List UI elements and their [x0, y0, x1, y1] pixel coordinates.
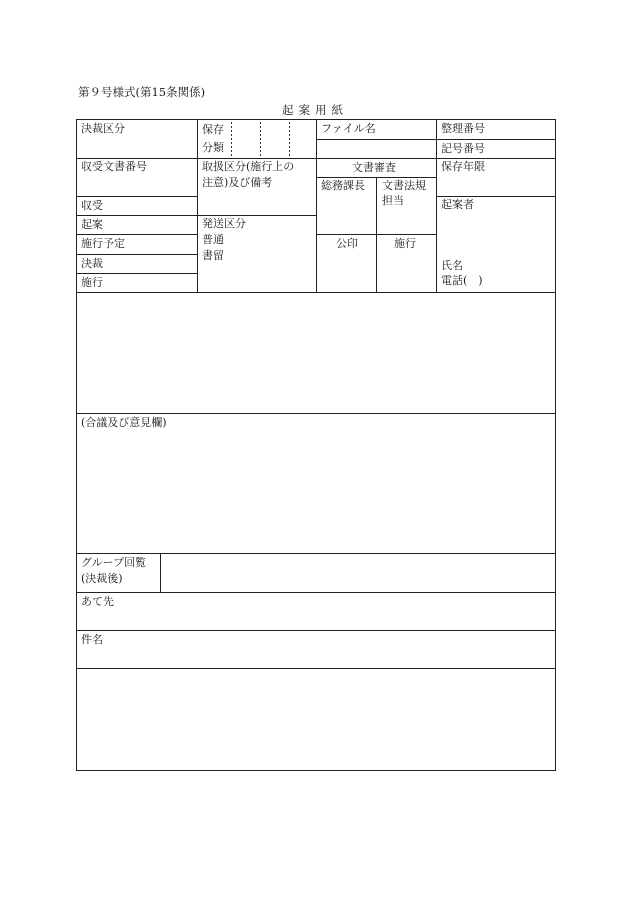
file-name-label: ファイル名 [321, 122, 376, 135]
somu-kacho-label: 総務課長 [321, 179, 365, 192]
atesaki-label: あて先 [81, 595, 114, 608]
toriatsukai-kubun-label-line2: 注意)及び備考 [202, 176, 273, 189]
shuju-label: 収受 [81, 199, 103, 212]
group-kairan-label-line2: (決裁後) [81, 572, 123, 585]
bunsho-hoki-label-line2: 担当 [382, 194, 404, 207]
shiko-yotei-label: 施行予定 [81, 237, 125, 250]
group-kairan-label-line1: グループ回覧 [81, 556, 147, 569]
toriatsukai-kubun-label-line1: 取扱区分(施行上の [202, 160, 295, 173]
kakitome-label: 書留 [202, 249, 224, 262]
shiko-label: 施行 [81, 276, 103, 289]
hozon-nengen-label: 保存年限 [441, 160, 485, 173]
document-title: 起案用紙 [282, 103, 348, 117]
kenmei-label: 件名 [81, 633, 103, 646]
denwa-label: 電話( ) [441, 274, 483, 287]
koin-label: 公印 [336, 237, 358, 250]
bunsho-shinsa-label: 文書審査 [352, 161, 396, 174]
form-number: 第９号様式(第15条関係) [78, 85, 206, 99]
gogi-iken-label: (合議及び意見欄) [81, 416, 167, 429]
seiri-bango-label: 整理番号 [441, 122, 485, 135]
kigo-bango-label: 記号番号 [441, 142, 485, 155]
hasso-kubun-label: 発送区分 [202, 217, 246, 230]
kessai-label: 決裁 [81, 257, 103, 270]
futsu-label: 普通 [202, 233, 224, 246]
shimei-label: 氏名 [441, 259, 463, 272]
shuju-bunsho-bango-label: 収受文書番号 [81, 160, 147, 173]
kiansha-label: 起案者 [441, 198, 474, 211]
shiko-column-label: 施行 [394, 237, 416, 250]
kessai-kubun-label: 決裁区分 [81, 122, 125, 135]
kian-label: 起案 [81, 218, 103, 231]
bunrui-label: 分類 [202, 141, 224, 154]
bunsho-hoki-label-line1: 文書法規 [382, 179, 426, 192]
hozon-label: 保存 [202, 123, 224, 136]
